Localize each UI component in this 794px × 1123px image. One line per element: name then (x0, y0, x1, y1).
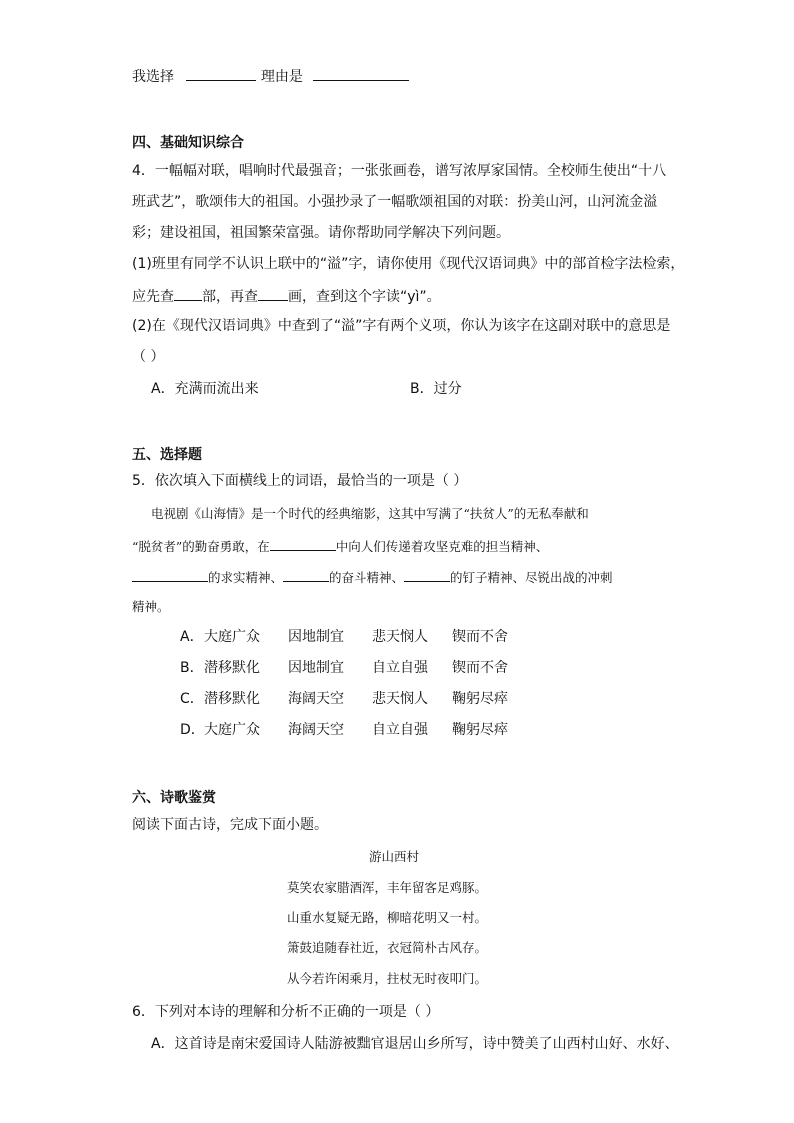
passage-text: 的奋斗精神、 (329, 570, 405, 585)
question-text: 6．下列对本诗的理解和分析不正确的一项是（ ） (132, 1004, 440, 1020)
answer-blank[interactable] (404, 567, 450, 582)
reason-label: 理由是 (260, 69, 303, 85)
section-heading: 四、基础知识综合 (132, 135, 244, 151)
option-a[interactable]: A．充满而流出来 (151, 381, 259, 397)
option-word: 海阔天空 (288, 691, 344, 707)
option-word: 鞠躬尽瘁 (452, 722, 508, 738)
option-word: 潜移默化 (204, 660, 260, 676)
option-word: 因地制宜 (288, 629, 344, 645)
poem-line: 莫笑农家腊酒浑，丰年留客足鸡豚。 (287, 880, 488, 895)
answer-blank[interactable] (283, 567, 329, 582)
passage-text: 精神。 (132, 599, 170, 614)
option-word: 潜移默化 (204, 691, 260, 707)
passage-text: 电视剧《山海情》是一个时代的经典缩影，这其中写满了“扶贫人”的无私奉献和 (151, 506, 589, 521)
option-label: B． (180, 660, 204, 676)
poem-line: 箫鼓追随春社近，衣冠简朴古风存。 (287, 940, 488, 955)
option-label: A． (180, 629, 204, 645)
question-text: 彩；建设祖国，祖国繁荣富强。请你帮助同学解决下列问题。 (132, 225, 510, 241)
question-text: 5．依次填入下面横线上的词语，最恰当的一项是（ ） (132, 473, 468, 489)
answer-blank[interactable] (132, 567, 208, 582)
instruction-text: 阅读下面古诗，完成下面小题。 (132, 817, 328, 833)
fill-text: 画，查到这个字读“yì”。 (288, 289, 441, 305)
poem-line: 山重水复疑无路，柳暗花明又一村。 (287, 910, 488, 925)
option-word: 因地制宜 (288, 660, 344, 676)
passage-line (132, 567, 613, 587)
passage-text: 的钉子精神、尽锐出战的冲刺 (450, 570, 613, 585)
choice-option[interactable]: A．这首诗是南宋爱国诗人陆游被黜官退居山乡所写，诗中赞美了山西村山好、水好、 (151, 1036, 679, 1052)
option-word: 锲而不舍 (452, 629, 508, 645)
option-word: 悲天悯人 (372, 691, 428, 707)
option-word: 海阔天空 (288, 722, 344, 738)
choice-option[interactable] (180, 659, 508, 677)
option-label: D． (180, 722, 205, 738)
option-label: C． (180, 691, 204, 707)
section-heading: 六、诗歌鉴赏 (132, 790, 216, 806)
answer-blank[interactable] (258, 286, 288, 301)
passage-line (132, 536, 548, 556)
answer-blank[interactable] (186, 66, 256, 81)
choice-option[interactable] (180, 721, 508, 739)
passage-text: “脱贫者”的勤奋勇敢，在 (132, 539, 270, 554)
option-word: 锲而不舍 (452, 660, 508, 676)
choose-label: 我选择 (132, 69, 174, 85)
option-word: 自立自强 (372, 722, 428, 738)
sub-question-fill-line (132, 286, 441, 306)
answer-blank[interactable] (174, 286, 202, 301)
option-word: 悲天悯人 (372, 629, 428, 645)
sub-question-text: (2)在《现代汉语词典》中查到了“溢”字有两个义项，你认为该字在这副对联中的意思是 (132, 318, 671, 334)
option-b[interactable]: B．过分 (410, 381, 462, 397)
sub-question-text: (1)班里有同学不认识上联中的“溢”字，请你使用《现代汉语词典》中的部首检字法检索， (132, 256, 685, 272)
option-word: 大庭广众 (204, 722, 260, 738)
question-text: 班武艺”，歌颂伟大的祖国。小强抄录了一幅歌颂祖国的对联：扮美山河，山河流金溢 (132, 194, 658, 210)
option-word: 鞠躬尽瘁 (452, 691, 508, 707)
answer-parentheses: （ ） (132, 349, 165, 365)
fill-text: 部，再查 (202, 289, 258, 305)
option-word: 大庭广众 (204, 629, 260, 645)
choose-reason-line (132, 66, 409, 86)
answer-blank[interactable] (270, 536, 336, 551)
poem-line: 从今若许闲乘月，拄杖无时夜叩门。 (287, 971, 488, 986)
poem-title: 游山西村 (369, 849, 420, 864)
passage-text: 中向人们传递着攻坚克难的担当精神、 (335, 539, 549, 554)
choice-option[interactable] (180, 628, 508, 646)
section-heading: 五、选择题 (132, 447, 202, 463)
answer-blank[interactable] (313, 66, 409, 81)
option-word: 自立自强 (372, 660, 428, 676)
question-text: 4．一幅幅对联，唱响时代最强音；一张张画卷，谱写浓厚家国情。全校师生使出“十八 (132, 163, 667, 179)
passage-text: 的求实精神、 (208, 570, 284, 585)
choice-option[interactable] (180, 690, 508, 708)
fill-text: 应先查 (132, 289, 174, 305)
